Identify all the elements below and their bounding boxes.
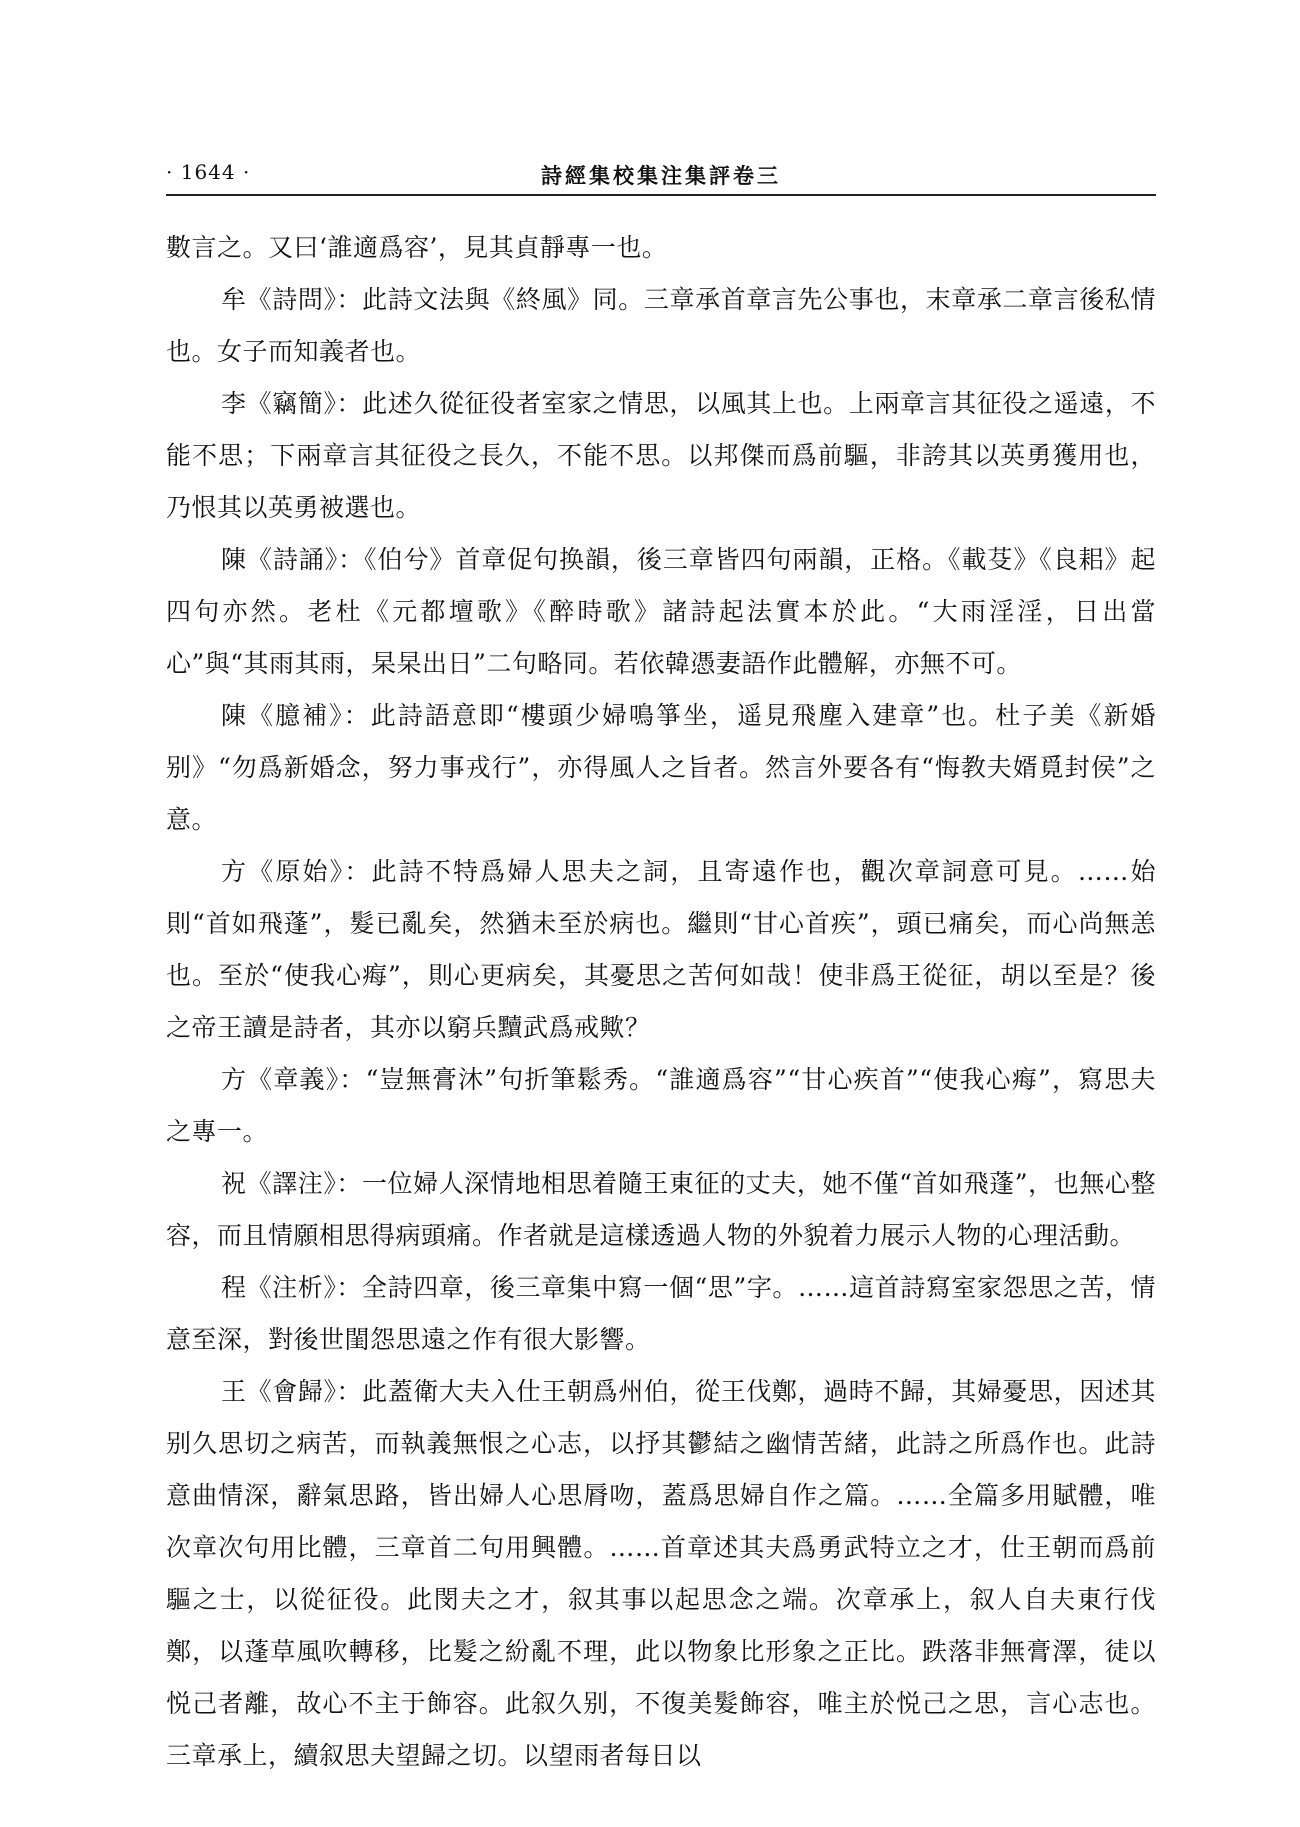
paragraph-cheng-zhuxi: 程《注析》：全詩四章，後三章集中寫一個“思”字。……這首詩寫室家怨思之苦，情意至深，對後世閨怨思遠之作有很大影響。 [166, 1273, 1156, 1354]
paragraph-continued: 數言之。又曰‘誰適爲容’，見其貞靜專一也。 [166, 233, 668, 262]
paragraph-chen-yibu: 陳《臆補》：此詩語意即“樓頭少婦鳴箏坐，遥見飛塵入建章”也。杜子美《新婚别》“勿爲新婚念，努力事戎行”，亦得風人之旨者。然言外要各有“悔教夫婿覓封侯”之意。 [166, 701, 1156, 834]
paragraph-mou-shiwen: 牟《詩問》：此詩文法與《終風》同。三章承首章言先公事也，末章承二章言後私情也。女子而知義者也。 [166, 285, 1156, 366]
header-rule [166, 194, 1156, 196]
paragraph-chen-shisong: 陳《詩誦》：《伯兮》首章促句换韻，後三章皆四句兩韻，正格。《載芟》《良耜》起四句亦然。老杜《元都壇歌》《醉時歌》諸詩起法實本於此。“大雨淫淫，日出當心”與“其雨其雨，杲杲出日”二句略同。若依韓憑妻語作此體解，亦無不可。 [166, 545, 1156, 678]
paragraph-fang-zhangyi: 方《章義》：“豈無膏沐”句折筆鬆秀。“誰適爲容”“甘心疾首”“使我心痗”，寫思夫之專一。 [166, 1065, 1156, 1146]
paragraph-zhu-yizhu: 祝《譯注》：一位婦人深情地相思着隨王東征的丈夫，她不僅“首如飛蓬”，也無心整容，而且情願相思得病頭痛。作者就是這樣透過人物的外貌着力展示人物的心理活動。 [166, 1169, 1156, 1250]
page-header [166, 160, 1156, 192]
paragraph-li-qiejian: 李《竊簡》：此述久從征役者室家之情思，以風其上也。上兩章言其征役之遥遠，不能不思；下兩章言其征役之長久，不能不思。以邦傑而爲前驅，非誇其以英勇獲用也，乃恨其以英勇被選也。 [166, 389, 1156, 522]
paragraph-wang-huigui: 王《會歸》：此蓋衛大夫入仕王朝爲州伯，從王伐鄭，過時不歸，其婦憂思，因述其别久思切之病苦，而執義無恨之心志，以抒其鬱結之幽情苦緒，此詩之所爲作也。此詩意曲情深，辭氣思路，皆出婦人心思脣吻，蓋爲思婦自作之篇。……全篇多用賦體，唯次章次句用比體，三章首二句用興體。……首章述其夫爲勇武特立之才，仕王朝而爲前驅之士，以從征役。此閔夫之才，叙其事以起思念之端。次章承上，叙人自夫東行伐鄭，以蓬草風吹轉移，比髮之紛亂不理，此以物象比形象之正比。跌落非無膏澤，徒以悦己者離，故心不主于飾容。此叙久别，不復美髮飾容，唯主於悦己之思，言心志也。三章承上，續叙思夫望歸之切。以望雨者每日以 [166, 1377, 1156, 1770]
paragraph-fang-yuanshi: 方《原始》：此詩不特爲婦人思夫之詞，且寄遠作也，觀次章詞意可見。……始則“首如飛蓬”，髮已亂矣，然猶未至於病也。繼則“甘心首疾”，頭已痛矣，而心尚無恙也。至於“使我心痗”，則心更病矣，其憂思之苦何如哉！使非爲王從征，胡以至是？後之帝王讀是詩者，其亦以窮兵黷武爲戒歟？ [166, 857, 1156, 1042]
body-text [166, 222, 1156, 1782]
running-title: 詩經集校集注集評卷三 [541, 163, 781, 188]
page-number: · 1644 · [166, 160, 251, 184]
